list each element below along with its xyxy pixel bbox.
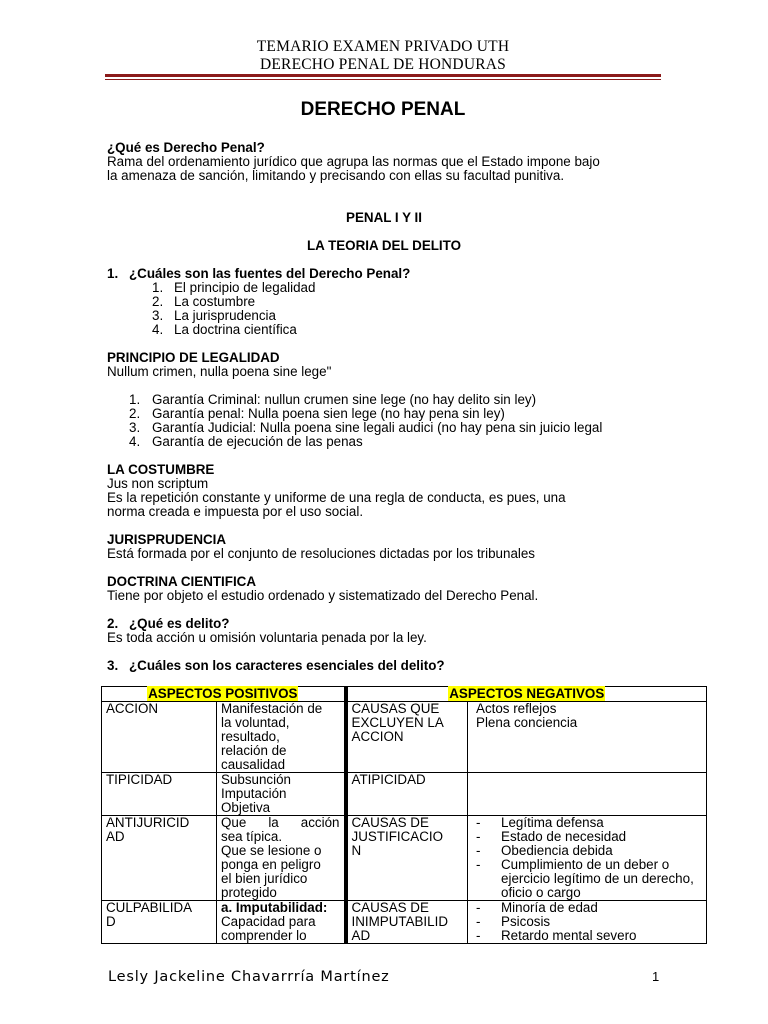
list-item: 4. La doctrina científica [152,322,297,337]
legalidad-list [107,393,661,449]
table-header-negative: ASPECTOS NEGATIVOS [346,687,707,702]
table-cell: Actos reflejos Plena conciencia [468,702,707,773]
page-title: DERECHO PENAL [300,99,466,120]
header-rule-thick [105,74,661,77]
table-header-row [102,687,707,702]
footer-author: Lesly Jackeline Chavarrría Martínez [108,969,390,985]
list-item: 3. Garantía Judicial: Nulla poena sine legali audici (no hay pena sin juicio legal [129,420,603,435]
legalidad-heading: PRINCIPIO DE LEGALIDAD [107,350,280,365]
question-1-number: 1. [107,266,119,281]
list-item: - Psicosis [472,915,702,929]
table-row [102,901,707,944]
list-item: - Obediencia debida [472,844,702,858]
costumbre-line-1: Jus non scriptum [107,476,209,491]
question-2-answer: Es toda acción u omisión voluntaria penada por la ley. [107,630,427,645]
jurisprudencia-text: Está formada por el conjunto de resoluciones dictadas por los tribunales [107,546,536,561]
header-rule-thin [105,79,661,80]
header-line-1: TEMARIO EXAMEN PRIVADO UTH [256,38,510,55]
table-cell [468,773,707,816]
list-item: 4. Garantía de ejecución de las penas [129,434,363,449]
table-cell: a. Imputabilidad: Capacidad para comprender lo [217,901,346,944]
costumbre-section [107,463,661,519]
table-cell: Subsunción Imputación Objetiva [217,773,346,816]
table-cell [468,816,707,901]
table-cell: CAUSAS QUE EXCLUYEN LA ACCION [346,702,468,773]
jurisprudencia-section [107,533,661,561]
intro-line-1: Rama del ordenamiento jurídico que agrupa las normas que el Estado impone bajo [107,154,600,169]
table-cell [468,901,707,944]
table-row [102,816,707,901]
list-item: 2. Garantía penal: Nulla poena sien lege (no hay pena sin ley) [129,406,505,421]
costumbre-heading: LA COSTUMBRE [107,462,215,477]
question-1 [107,267,661,337]
table-header-positive: ASPECTOS POSITIVOS [102,687,346,702]
table-row [102,702,707,773]
costumbre-line-3: norma creada e impuesta por el uso social. [107,504,364,519]
list-item: - Minoría de edad [472,901,702,915]
question-2 [107,617,661,645]
header-line-2: DERECHO PENAL DE HONDURAS [260,56,506,73]
question-2-heading: 2. ¿Qué es delito? [107,616,230,631]
question-1-text: ¿Cuáles son las fuentes del Derecho Penal? [129,266,411,281]
list-item: - Retardo mental severo [472,929,702,943]
doctrina-text: Tiene por objeto el estudio ordenado y sistematizado del Derecho Penal. [107,588,539,603]
table-cell: CAUSAS DE INIMPUTABILID AD [346,901,468,944]
costumbre-line-2: Es la repetición constante y uniforme de una regla de conducta, es pues, una [107,490,566,505]
table-cell: CAUSAS DE JUSTIFICACIO N [346,816,468,901]
table-cell: ACCION [102,702,217,773]
table-cell: CULPABILIDA D [102,901,217,944]
subtitle-penal: PENAL I Y II [346,210,422,225]
intro-section [107,141,661,183]
list-item: 1. El principio de legalidad [152,280,316,295]
page-number: 1 [652,969,660,984]
legalidad-section [107,351,661,379]
question-3-heading: 3. ¿Cuáles son los caracteres esenciales del delito? [107,658,445,673]
subtitle-teoria: LA TEORIA DEL DELITO [307,238,461,253]
table-cell: Que la acción sea típica. Que se lesione o ponga en peligro el bien jurídico protegido [217,816,346,901]
table-row [102,773,707,816]
doctrina-section [107,575,661,603]
doctrina-heading: DOCTRINA CIENTIFICA [107,574,257,589]
table-cell: ANTIJURICID AD [102,816,217,901]
list-item: 3. La jurisprudencia [152,308,276,323]
aspects-table [101,686,707,944]
question-3 [107,659,661,673]
list-item: - Legítima defensa [472,816,702,830]
list-item: 1. Garantía Criminal: nullun crumen sine lege (no hay delito sin ley) [129,392,537,407]
list-item: - Cumplimiento de un deber o ejercicio legítimo de un derecho, oficio o cargo [472,858,702,900]
legalidad-text: Nullum crimen, nulla poena sine lege" [107,364,332,379]
jurisprudencia-heading: JURISPRUDENCIA [107,532,227,547]
intro-line-2: la amenaza de sanción, limitando y precisando con ellas su facultad punitiva. [107,168,565,183]
document-header [105,38,661,74]
table-cell: TIPICIDAD [102,773,217,816]
list-item: - Estado de necesidad [472,830,702,844]
table-cell: Manifestación de la voluntad, resultado, relación de causalidad [217,702,346,773]
table-cell: ATIPICIDAD [346,773,468,816]
intro-question: ¿Qué es Derecho Penal? [107,140,265,155]
question-1-heading [107,267,661,281]
list-item: 2. La costumbre [152,294,256,309]
